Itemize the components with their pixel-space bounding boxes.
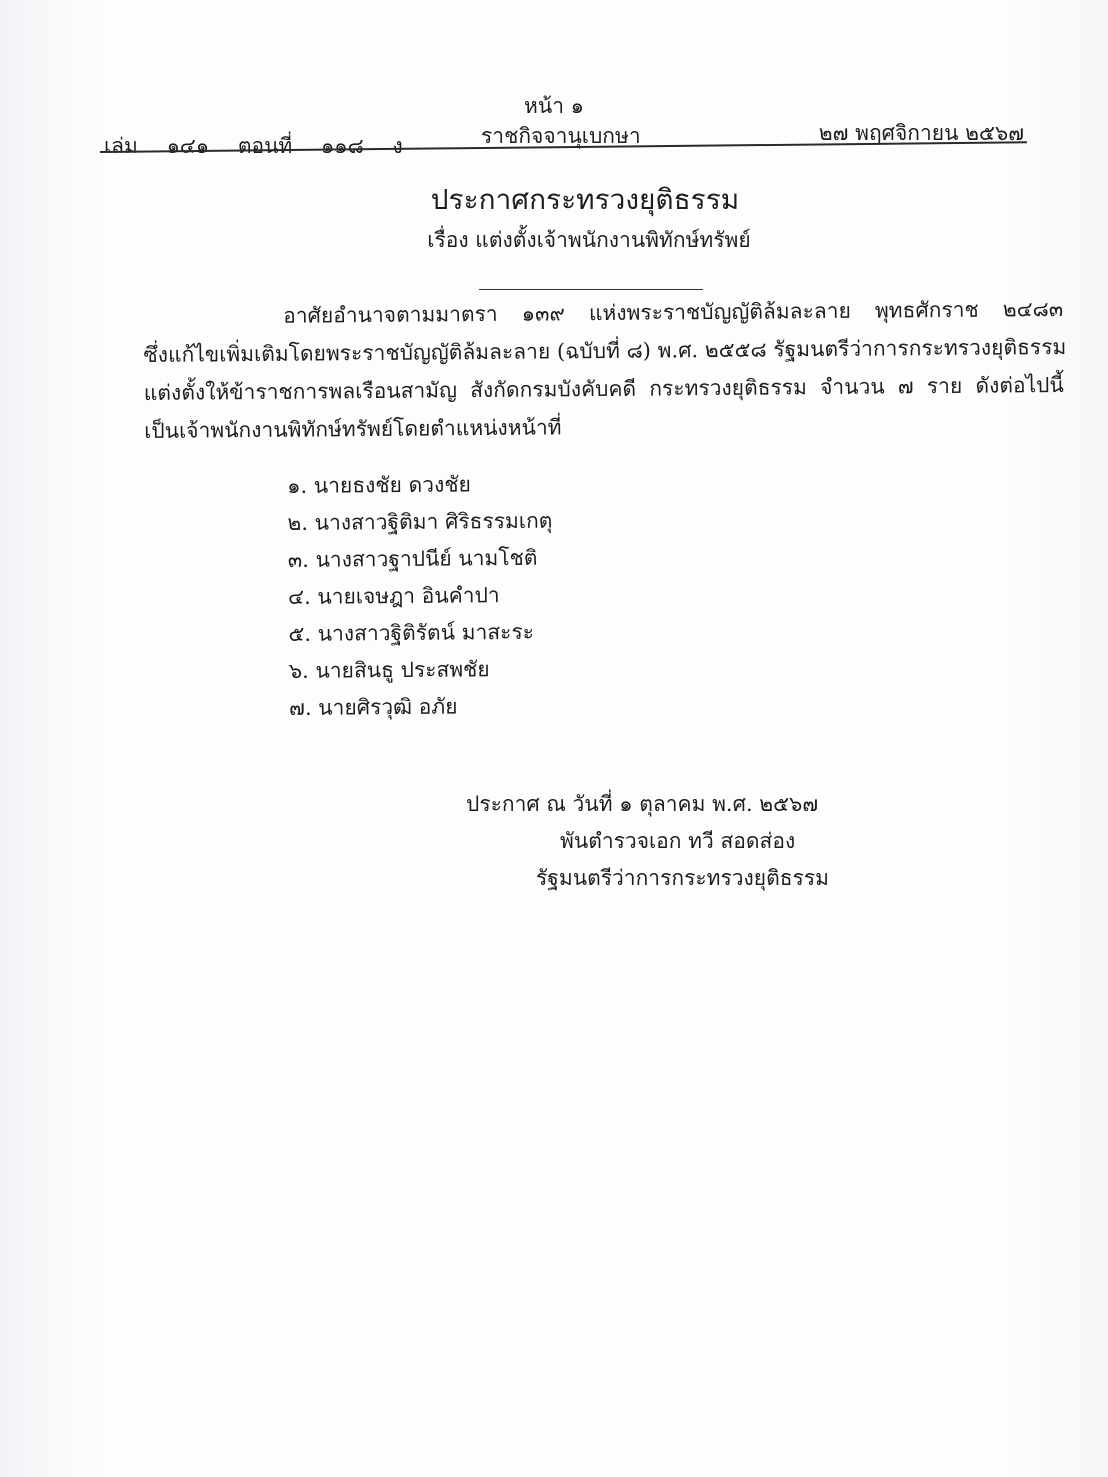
body-line: ซึ่งแก้ไขเพิ่มเติมโดยพระราชบัญญัติล้มละลาย (ฉบับที่ ๘) พ.ศ. ๒๕๕๘ รัฐมนตรีว่าการกระทรวงยุติธรรม [143,334,1067,367]
appointee-item: ๒. นางสาวฐิติมา ศิริธรรมเกตุ [287,508,553,535]
title-divider [479,289,703,290]
announcement-title: ประกาศกระทรวงยุติธรรม [430,183,740,216]
appointee-item: ๔. นายเจษฎา อินคำปา [288,583,500,609]
announcement-date: ประกาศ ณ วันที่ ๑ ตุลาคม พ.ศ. ๒๕๖๗ [466,792,819,816]
body-paragraph [143,290,1067,450]
announcement-subject: เรื่อง แต่งตั้งเจ้าพนักงานพิทักษ์ทรัพย์ [427,228,751,252]
body-line: เป็นเจ้าพนักงานพิทักษ์ทรัพย์โดยตำแหน่งหน้าที่ [144,415,562,443]
gazette-volume-issue [104,130,425,163]
appointee-item: ๓. นางสาวฐาปนีย์ นามโชติ [287,545,538,572]
appointee-item: ๖. นายสินธู ประสพชัย [288,657,490,683]
appointee-item: ๑. นายธงชัย ดวงชัย [287,472,471,498]
section-letter: ง [392,134,403,158]
appointee-item: ๗. นายศิรวุฒิ อภัย [288,694,458,720]
signatory-name: พันตำรวจเอก ทวี สอดส่อง [560,829,796,853]
gazette-date: ๒๗ พฤศจิกายน ๒๕๖๗ [818,121,1024,145]
page-number: หน้า ๑ [524,94,584,118]
body-line: แต่งตั้งให้ข้าราชการพลเรือนสามัญ สังกัดกรมบังคับคดี กระทรวงยุติธรรม จำนวน ๗ ราย ดังต่อไปนี้ [143,372,1064,405]
issue-label: ตอนที่ [237,134,293,158]
signatory-position: รัฐมนตรีว่าการกระทรวงยุติธรรม [536,866,829,890]
issue-number: ๑๑๘ [320,134,364,158]
appointee-item: ๕. นางสาวฐิติรัตน์ มาสะระ [288,619,535,646]
appointee-list [287,466,554,727]
volume-number: ๑๔๑ [166,134,210,158]
volume-label: เล่ม [104,134,138,158]
body-line: อาศัยอำนาจตามมาตรา ๑๓๙ แห่งพระราชบัญญัติล้มละลาย พุทธศักราช ๒๔๘๓ [283,296,1064,328]
gazette-name: ราชกิจจานุเบกษา [481,124,641,148]
